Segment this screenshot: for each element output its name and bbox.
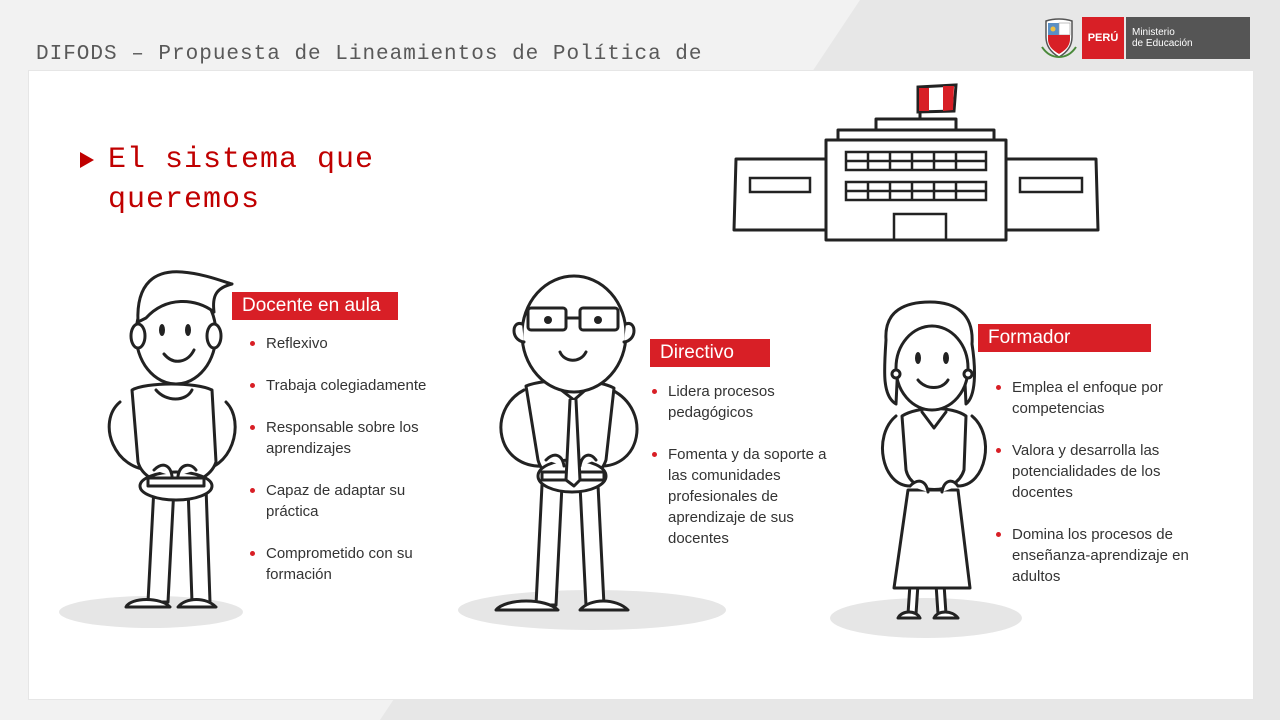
list-item: Fomenta y da soporte a las comunidades profesionales de aprendizaje de sus docentes — [652, 444, 832, 549]
list-item: Responsable sobre los aprendizajes — [250, 417, 450, 459]
role-title-formador: Formador — [978, 324, 1151, 352]
docente-bullet-list — [250, 333, 450, 606]
section-title-line-2: queremos — [108, 183, 261, 217]
ministry-label — [1126, 17, 1250, 59]
list-item: Comprometido con su formación — [250, 543, 450, 585]
list-item: Lidera procesos pedagógicos — [652, 381, 832, 423]
peru-flag-icon — [918, 85, 956, 112]
formador-bullet-list — [996, 377, 1206, 608]
role-title-docente: Docente en aula — [232, 292, 398, 320]
role-title-directivo: Directivo — [650, 339, 770, 367]
ministry-line-1: Ministerio — [1132, 27, 1175, 38]
list-item: Domina los procesos de enseñanza-aprendizaje en adultos — [996, 524, 1206, 587]
play-triangle-icon — [80, 152, 94, 168]
section-title-line-1: El sistema que — [108, 143, 375, 177]
minedu-logo — [1040, 17, 1250, 59]
section-title — [80, 140, 374, 220]
directivo-bullet-list — [652, 381, 832, 570]
list-item: Capaz de adaptar su práctica — [250, 480, 450, 522]
list-item: Emplea el enfoque por competencias — [996, 377, 1206, 419]
list-item: Trabaja colegiadamente — [250, 375, 450, 396]
school-building-icon — [730, 80, 1102, 245]
ministry-line-2: de Educación — [1132, 38, 1193, 49]
list-item: Valora y desarrolla las potencialidades de los docentes — [996, 440, 1206, 503]
header-title: DIFODS – Propuesta de Lineamientos de Política de — [36, 43, 703, 66]
peru-shield-icon — [1040, 17, 1078, 59]
list-item: Reflexivo — [250, 333, 450, 354]
teacher-figure-icon — [56, 262, 246, 642]
peru-label: PERÚ — [1082, 17, 1124, 59]
